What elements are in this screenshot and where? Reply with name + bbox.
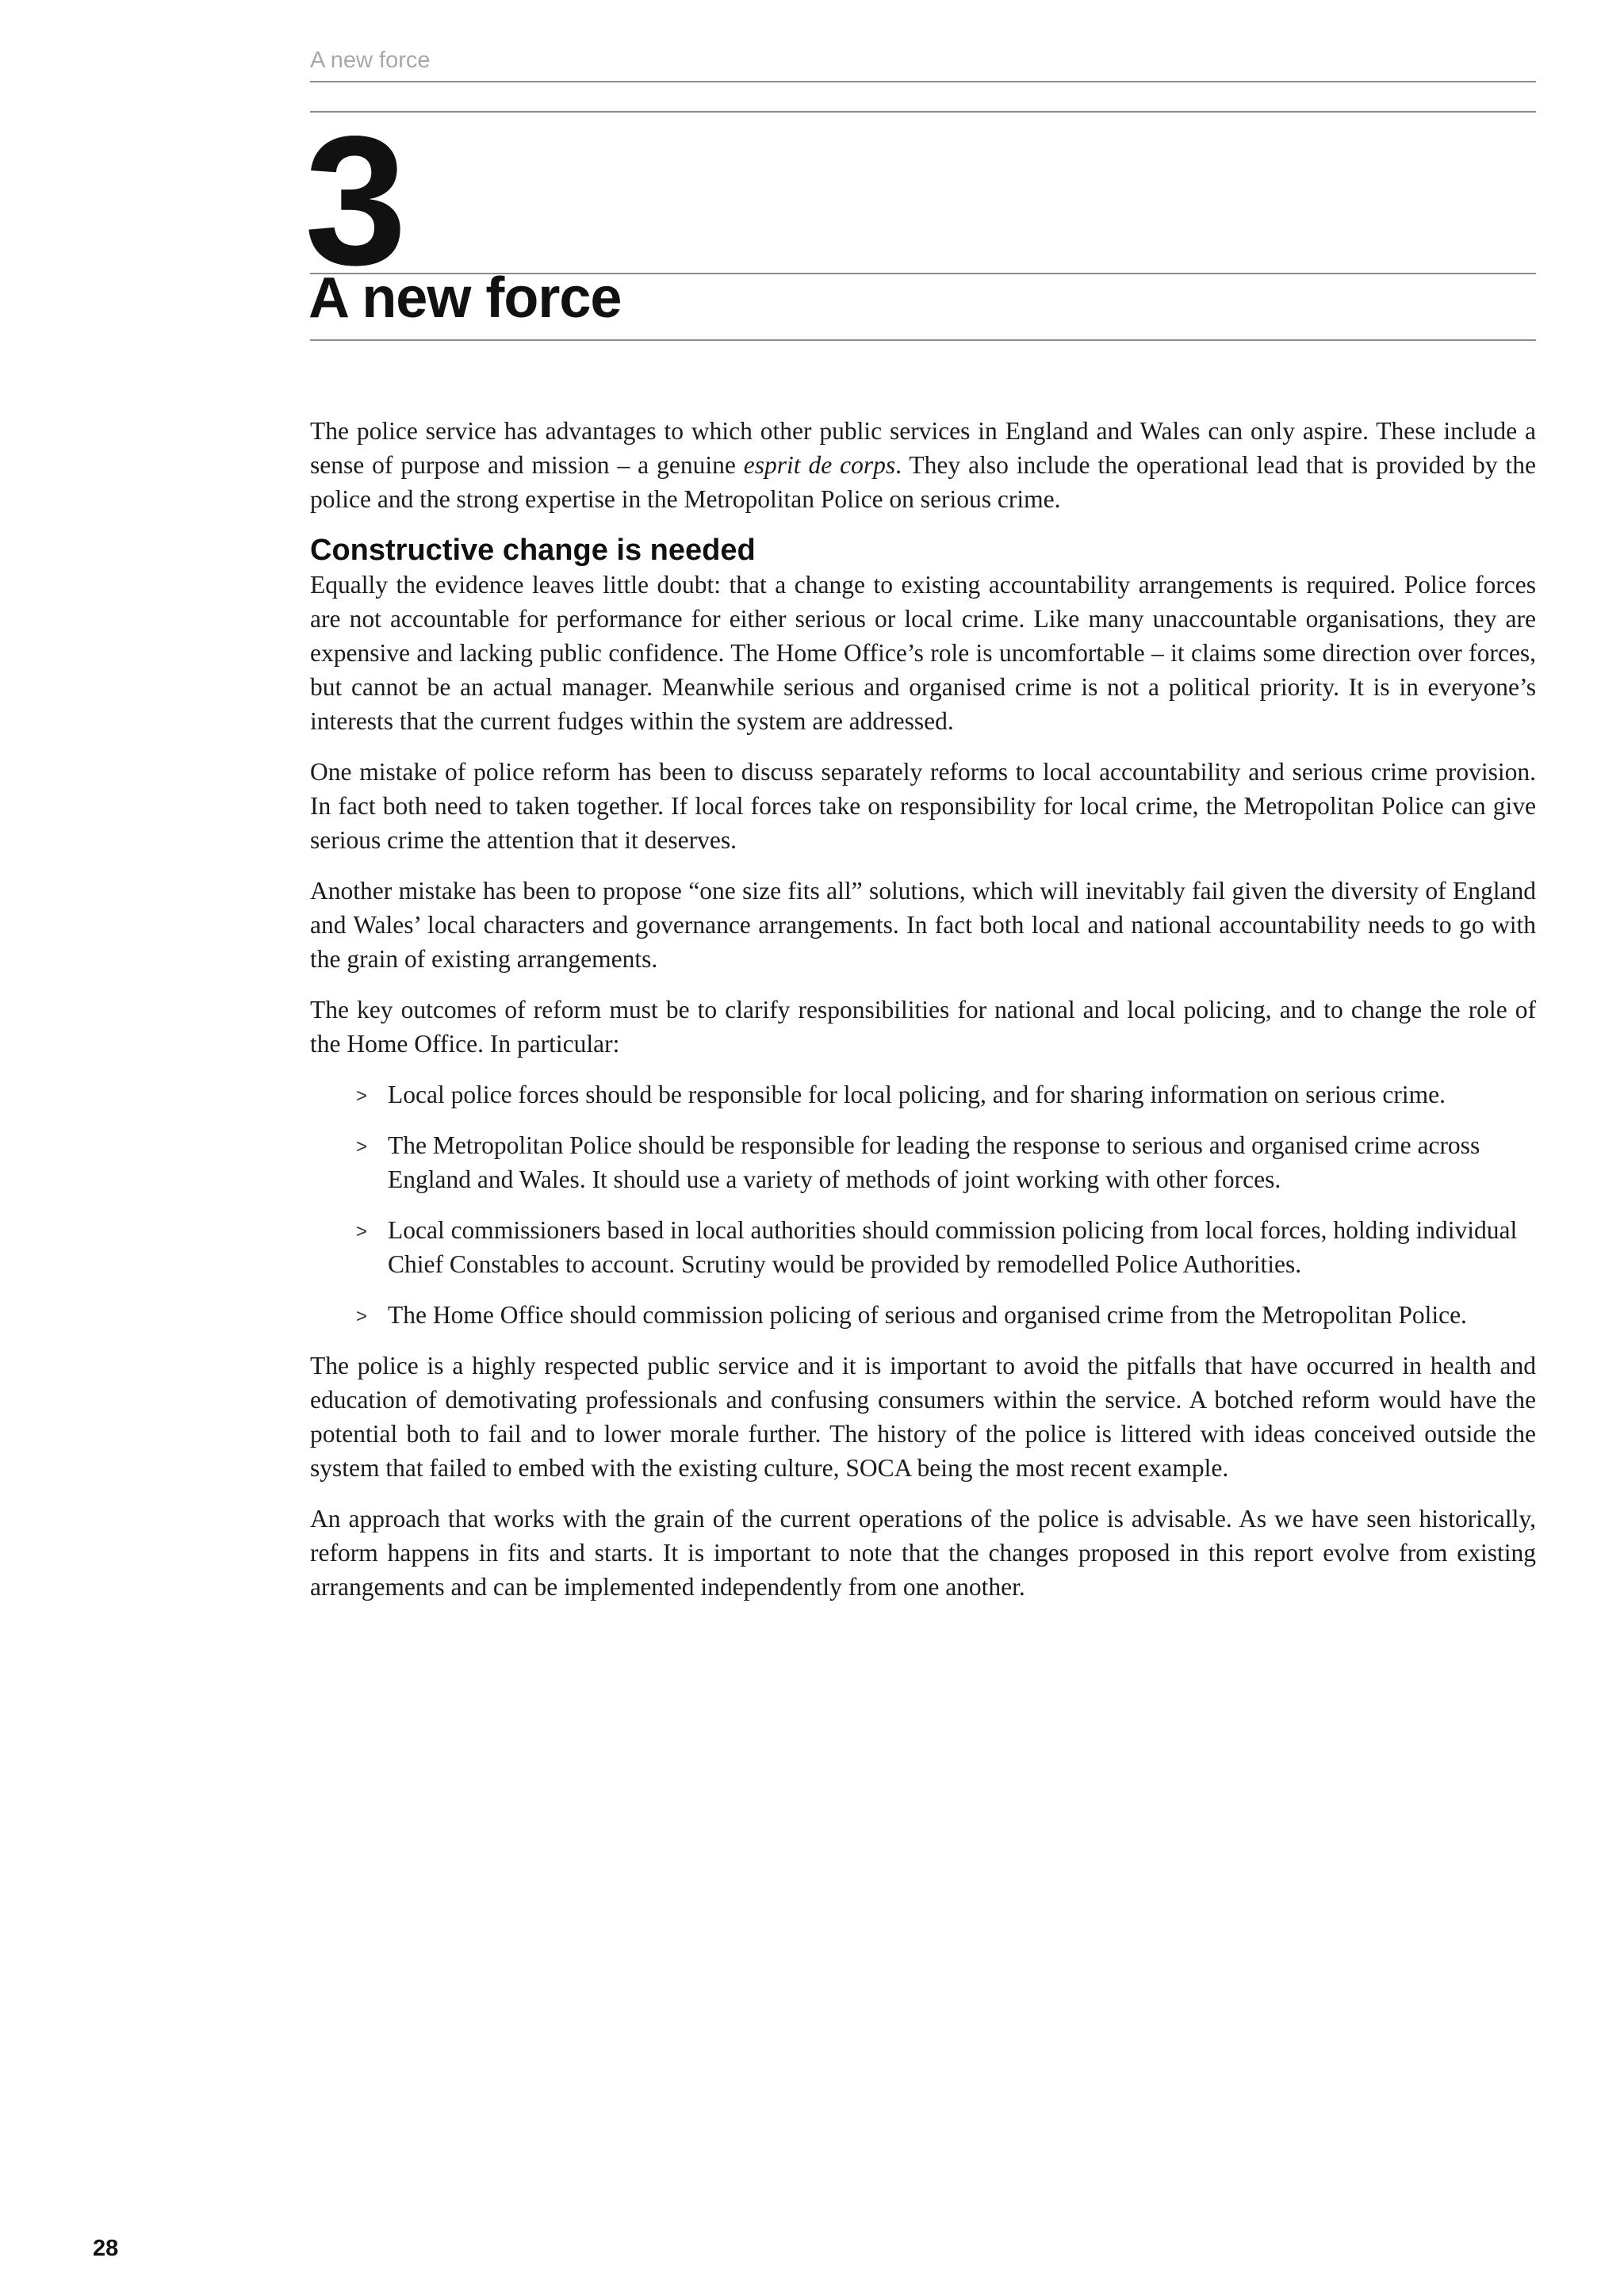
list-item-text: Local commissioners based in local authorities should commission policing from local forces, holding individual Chief Constables to account. Scrutiny would be provided by remodelled Police Authorities. — [388, 1216, 1518, 1278]
paragraph-approach: An approach that works with the grain of the current operations of the police is advisable. As we have seen historically, reform happens in fits and starts. It is important to note that the changes proposed in this report evolve from existing arrangements and can be implemented independently from one another. — [310, 1505, 1536, 1601]
section-heading: Constructive change is needed — [310, 534, 756, 567]
chapter-number: 3 — [304, 98, 401, 304]
bullet-marker-icon: > — [356, 1136, 368, 1158]
list-item — [310, 1298, 1536, 1332]
bullet-marker-icon: > — [356, 1085, 368, 1107]
paragraph-second-mistake: Another mistake has been to propose “one size fits all” solutions, which will inevitably fail given the diversity of England and Wales’ local characters and governance arrangements. In fact both local and national accountability needs to go with the grain of existing arrangements. — [310, 877, 1536, 973]
bullet-marker-icon: > — [356, 1306, 368, 1327]
list-item — [310, 1128, 1536, 1196]
intro-italic-term: esprit de corps — [743, 451, 896, 479]
outcomes-list — [310, 1077, 1536, 1332]
paragraph-key-outcomes: The key outcomes of reform must be to clarify responsibilities for national and local policing, and to change the role of the Home Office. In particular: — [310, 996, 1536, 1058]
list-item-text: The Home Office should commission policing of serious and organised crime from the Metropolitan Police. — [388, 1301, 1467, 1329]
list-item — [310, 1213, 1536, 1281]
intro-text-end: . They also include the operational lead that is provided by the police and the strong expertise in the Metropolitan Police on serious crime. — [310, 451, 1536, 513]
list-item-text: Local police forces should be responsible for local policing, and for sharing information on serious crime. — [388, 1081, 1446, 1108]
chapter-top-rule — [310, 111, 1536, 113]
intro-text-start: The police service has advantages to which other public services in England and Wales can only aspire. These include a sense of purpose and mission – a genuine — [310, 417, 1536, 479]
body-text — [310, 414, 1536, 1604]
bullet-marker-icon: > — [356, 1221, 368, 1242]
header-rule — [310, 81, 1536, 82]
list-item — [310, 1077, 1536, 1112]
paragraph-evidence: Equally the evidence leaves little doubt: that a change to existing accountability arrangements is required. Police forces are not accountable for performance for either serious or local crime. Like many unaccountable organisations, they are expensive and lacking public confidence. The Home Office’s role is uncomfortable – it claims some direction over forces, but cannot be an actual manager. Meanwhile serious and organised crime is not a political priority. It is in everyone’s interests that the current fudges within the system are addressed. — [310, 571, 1536, 735]
page-number: 28 — [93, 2236, 119, 2261]
intro-paragraph — [310, 414, 1536, 516]
chapter-title-rule — [310, 339, 1536, 341]
paragraph-first-mistake: One mistake of police reform has been to discuss separately reforms to local accountability and serious crime provision. In fact both need to taken together. If local forces take on responsibility for local crime, the Metropolitan Police can give serious crime the attention that it deserves. — [310, 758, 1536, 854]
list-item-text: The Metropolitan Police should be responsible for leading the response to serious and organised crime across England and Wales. It should use a variety of methods of joint working with other forces. — [388, 1131, 1480, 1193]
chapter-title: A new force — [308, 266, 622, 330]
running-header: A new force — [310, 48, 431, 73]
paragraph-respected-service: The police is a highly respected public service and it is important to avoid the pitfalls that have occurred in health and education of demotivating professionals and confusing consumers within the service. A botched reform would have the potential both to fail and to lower morale further. The history of the police is littered with ideas conceived outside the system that failed to embed with the existing culture, SOCA being the most recent example. — [310, 1352, 1536, 1482]
